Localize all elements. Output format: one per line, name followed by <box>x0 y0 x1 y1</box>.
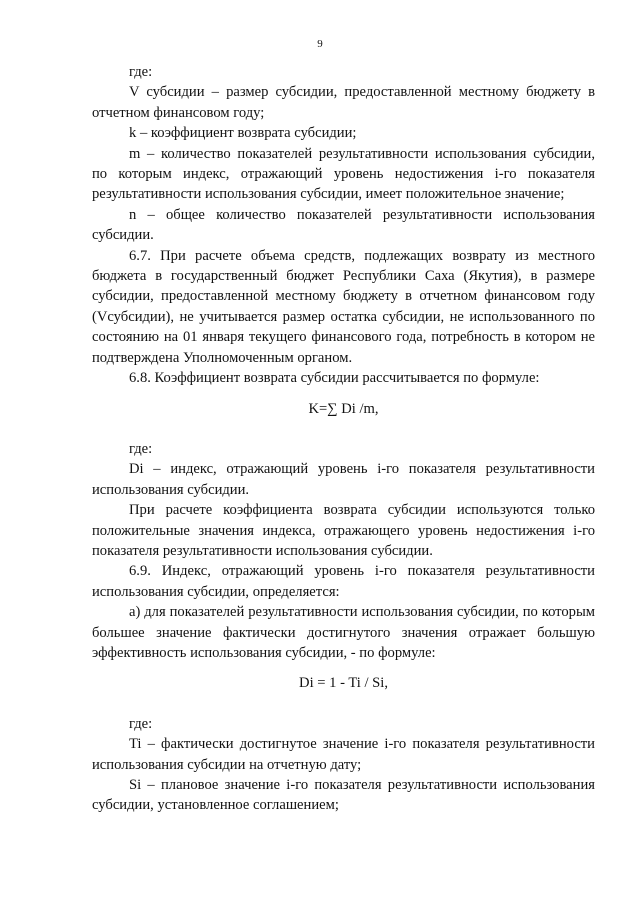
formula-di: Di = 1 - Ti / Si, <box>299 675 388 692</box>
paragraph-where-2: где: <box>129 440 153 457</box>
paragraph-where: где: <box>129 64 153 80</box>
clause-6-8: 6.8. Коэффициент возврата субсидии рассчитывается по формуле: <box>129 370 540 387</box>
document-body <box>92 62 595 816</box>
definition-ti: Ti – фактически достигнутое значение i-го показателя результативности использования субсидии на отчетную дату; <box>92 736 595 773</box>
clause-6-9: 6.9. Индекс, отражающий уровень i-го показателя результативности использования субсидии, определяется: <box>92 563 595 600</box>
definition-di: Di – индекс, отражающий уровень i-го показателя результативности использования субсидии. <box>92 461 595 498</box>
definition-m: m – количество показателей результативности использования субсидии, по которым индекс, отражающий уровень недостижения i-го показателя результативности использования субсидии, имеет положительное значение; <box>92 145 595 203</box>
definition-k: k – коэффициент возврата субсидии; <box>129 125 357 142</box>
formula-k: K=∑ Di /m, <box>308 400 379 417</box>
page-number: 9 <box>317 38 323 50</box>
subclause-a: а) для показателей результативности использования субсидии, по которым большее значение фактически достигнутого значения отражает большую эффективность использования субсидии, - по формуле: <box>92 604 595 661</box>
definition-si: Si – плановое значение i-го показателя результативности использования субсидии, установленное соглашением; <box>92 777 595 814</box>
clause-6-7: 6.7. При расчете объема средств, подлежащих возврату из местного бюджета в государственный бюджет Республики Саха (Якутия), в размере субсидии, предоставленной местному бюджету в отчетном финансовом году (Vсубсидии), не учитывается размер остатка субсидии, не использованного по состоянию на 01 января текущего финансового года, потребность в котором не подтверждена Уполномоченным органом. <box>92 247 595 366</box>
paragraph-positive-values: При расчете коэффициента возврата субсидии используются только положительные значения индекса, отражающего уровень недостижения i-го показателя результативности использования субсидии. <box>92 502 595 559</box>
definition-v-subsidy: V субсидии – размер субсидии, предоставленной местному бюджету в отчетном финансовом году; <box>92 84 595 121</box>
definition-n: n – общее количество показателей результативности использования субсидии. <box>92 206 595 244</box>
paragraph-where-3: где: <box>129 715 153 732</box>
